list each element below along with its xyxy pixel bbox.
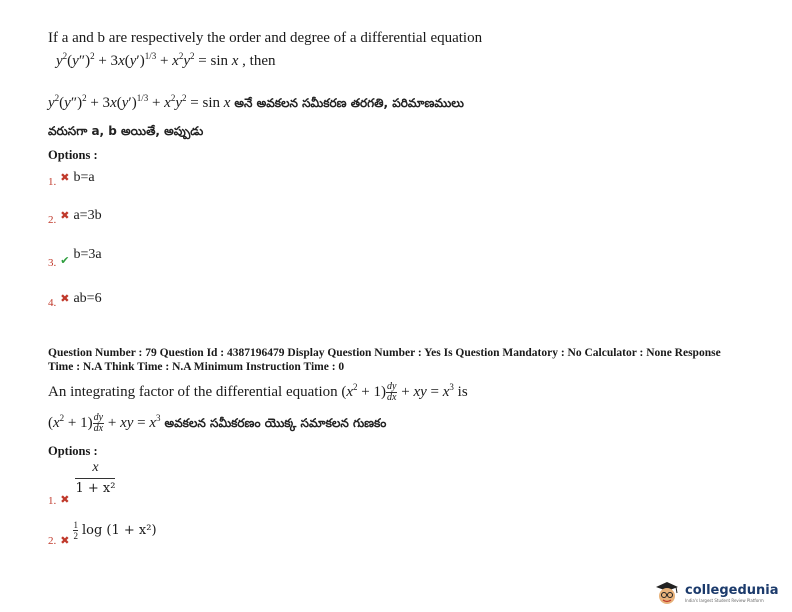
logo-tagline: India's largest Student Review Platform: [685, 598, 764, 603]
then-word: then: [249, 53, 276, 69]
correct-icon: ✔: [60, 255, 70, 267]
fraction: [75, 460, 115, 496]
coef-denominator: 2: [73, 531, 78, 541]
numerator: x: [75, 460, 115, 479]
option-text: log (1 + x²): [81, 523, 157, 539]
option-number: 1.: [48, 176, 57, 188]
question-meta-line1: Question Number : 79 Question Id : 4387196479 Display Question Number : Yes Is Question Mandatory : No Calculator : None Response: [48, 347, 721, 359]
option-number: 2.: [48, 535, 57, 548]
option-79-2: [48, 520, 157, 548]
options-label: Options :: [48, 148, 98, 162]
option-text: ab=6: [73, 291, 102, 306]
wrong-icon: ✖: [60, 494, 70, 506]
telugu-question-79: $(x^2 + 1)$ $\frac{dy}{dx}$ + xy = $x^3$ అవకలన సమీకరణం యొక్క సమాకలన గుణకం: [48, 412, 387, 434]
logo-name: collegedunia: [685, 583, 779, 598]
option-number: 1.: [48, 495, 57, 507]
option-text: a=3b: [73, 208, 102, 223]
equation: $y^2(y'')^2 + 3x(y')^{1/3} + x^2y^2 = \sin x$ , then: [56, 51, 276, 69]
question-meta-line2: Time : N.A Think Time : N.A Minimum Instruction Time : 0: [48, 361, 345, 373]
telugu-text: అనే అవకలన సమీకరణ తరగతి, పరిమాణములు: [234, 96, 464, 110]
options-label-79: Options :: [48, 444, 98, 458]
question-text-79: An integrating factor of the differential equation $(x^2 + 1)$ $\frac{dy}{dx}$ + xy = $x^3$ is: [48, 381, 468, 404]
logo-mascot-icon: [652, 578, 682, 608]
denominator: 1 + x²: [75, 481, 116, 496]
collegedunia-logo: [652, 578, 779, 608]
telugu-question-line: $y^2(y'')^2 + 3x(y')^{1/3} + x^2y^2 = \sin x$ అనే అవకలన సమీకరణ తరగతి, పరిమాణములు: [48, 93, 464, 111]
coef-numerator: 1: [73, 520, 78, 530]
option-4: [48, 289, 102, 307]
wrong-icon: ✖: [60, 293, 70, 305]
option-number: 3.: [48, 257, 57, 269]
option-number: 2.: [48, 214, 57, 226]
option-text: b=a: [73, 170, 95, 185]
wrong-icon: ✖: [60, 535, 70, 548]
wrong-icon: ✖: [60, 172, 70, 184]
option-1: [48, 168, 95, 186]
question-prefix: An integrating factor of the differential equation: [48, 384, 338, 400]
question-text: If a and b are respectively the order and degree of a differential equation: [48, 30, 483, 46]
option-text: b=3a: [73, 247, 102, 262]
telugu-text: అవకలన సమీకరణం యొక్క సమాకలన గుణకం: [164, 416, 387, 431]
telugu-text-line2: వరుసగా a, b అయితే, అప్పుడు: [48, 124, 204, 138]
option-3: [48, 245, 102, 269]
coefficient-fraction: [73, 520, 78, 541]
option-2: [48, 206, 102, 224]
wrong-icon: ✖: [60, 210, 70, 222]
option-number: 4.: [48, 297, 57, 309]
option-79-1: [48, 460, 116, 507]
